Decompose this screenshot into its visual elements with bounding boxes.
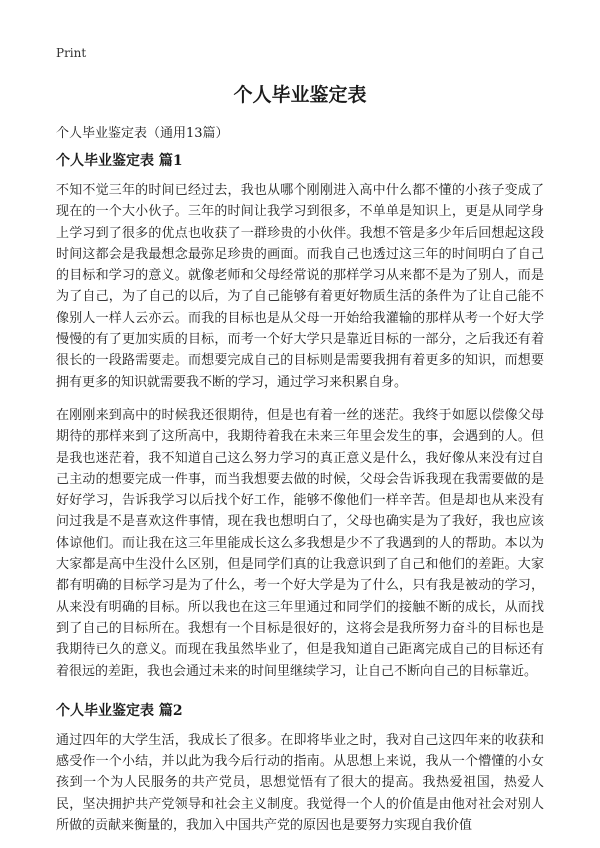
document-subtitle: 个人毕业鉴定表（通用13篇）: [56, 126, 229, 141]
page-title: 个人毕业鉴定表: [233, 84, 367, 106]
paragraph: 不知不觉三年的时间已经过去，我也从哪个刚刚进入高中什么都不懂的小孩子变成了现在的一个大小伙子。三年的时间让我学习到很多，不单单是知识上，更是从同学身上学习到了很多的优点也收获了一群珍贵的小伙伴。我想不管是多少年后回想起这段时间这都会是我最想念最弥足珍贵的画面。而我自己也透过这三年的时间明白了自己的目标和学习的意义。就像老师和父母经常说的那样学习从来都不是为了别人，而是为了自己，为了自己的以后，为了自己能够有着更好物质生活的条件为了让自己能不像别人一样人云亦云。而我的目标也是从父母一开始给我灌输的那样从考一个好大学慢慢的有了更加实质的目标，而考一个好大学只是靠近目标的一部分，之后我还有着很长的一段路需要走。而想要完成自己的目标则是需要我拥有着更多的知识，而想要拥有更多的知识就需要我不断的学习，通过学习来积累自身。: [56, 183, 544, 390]
section-1: [56, 150, 544, 682]
paragraph: 通过四年的大学生活，我成长了很多。在即将毕业之时，我对自己这四年来的收获和感受作一个小结，并以此为我今后行动的指南。从思想上来说，我从一个懵懂的小女孩到一个为人民服务的共产党员，思想觉悟有了很大的提高。我热爱祖国，热爱人民，坚决拥护共产党领导和社会主义制度。我觉得一个人的价值是由他对社会对别人所做的贡献来衡量的，我加入中国共产党的原因也是要努力实现自我价值: [56, 732, 544, 834]
section-heading: 个人毕业鉴定表 篇1: [56, 153, 183, 169]
print-link[interactable]: Print: [56, 46, 87, 60]
section-heading: 个人毕业鉴定表 篇2: [56, 702, 183, 719]
section-2: [56, 700, 544, 836]
document-content: [56, 150, 544, 848]
paragraph: 在刚刚来到高中的时候我还很期待，但是也有着一丝的迷茫。我终于如愿以偿像父母期待的那样来到了这所高中，我期待着我在未来三年里会发生的事，会遇到的人。但是我也迷茫着，我不知道自己这么努力学习的真正意义是什么，我好像从来没有过自己主动的想要完成一件事，而当我想要去做的时候，父母会告诉我现在我需要做的是好好学习，告诉我学习以后找个好工作，能够不像他们一样辛苦。但是却也从来没有问过我是不是喜欢这件事情，现在我也想明白了，父母也确实是为了我好，我也应该体谅他们。而让我在这三年里能成长这么多我想是少不了我遇到的人的帮助。本以为大家都是高中生没什么区别，但是同学们真的让我意识到了自己和他们的差距。大家都有明确的目标学习是为了什么，考一个好大学是为了什么，只有我是被动的学习，从来没有明确的目标。所以我也在这三年里通过和同学们的接触不断的成长，从而找到了自己的目标所在。我想有一个目标是很好的，这将会是我所努力奋斗的目标也是我期待已久的意义。而现在我虽然毕业了，但是我知道自己距离完成自己的目标还有着很远的差距，我也会通过未来的时间里继续学习，让自己不断向自己的目标靠近。: [56, 407, 544, 679]
